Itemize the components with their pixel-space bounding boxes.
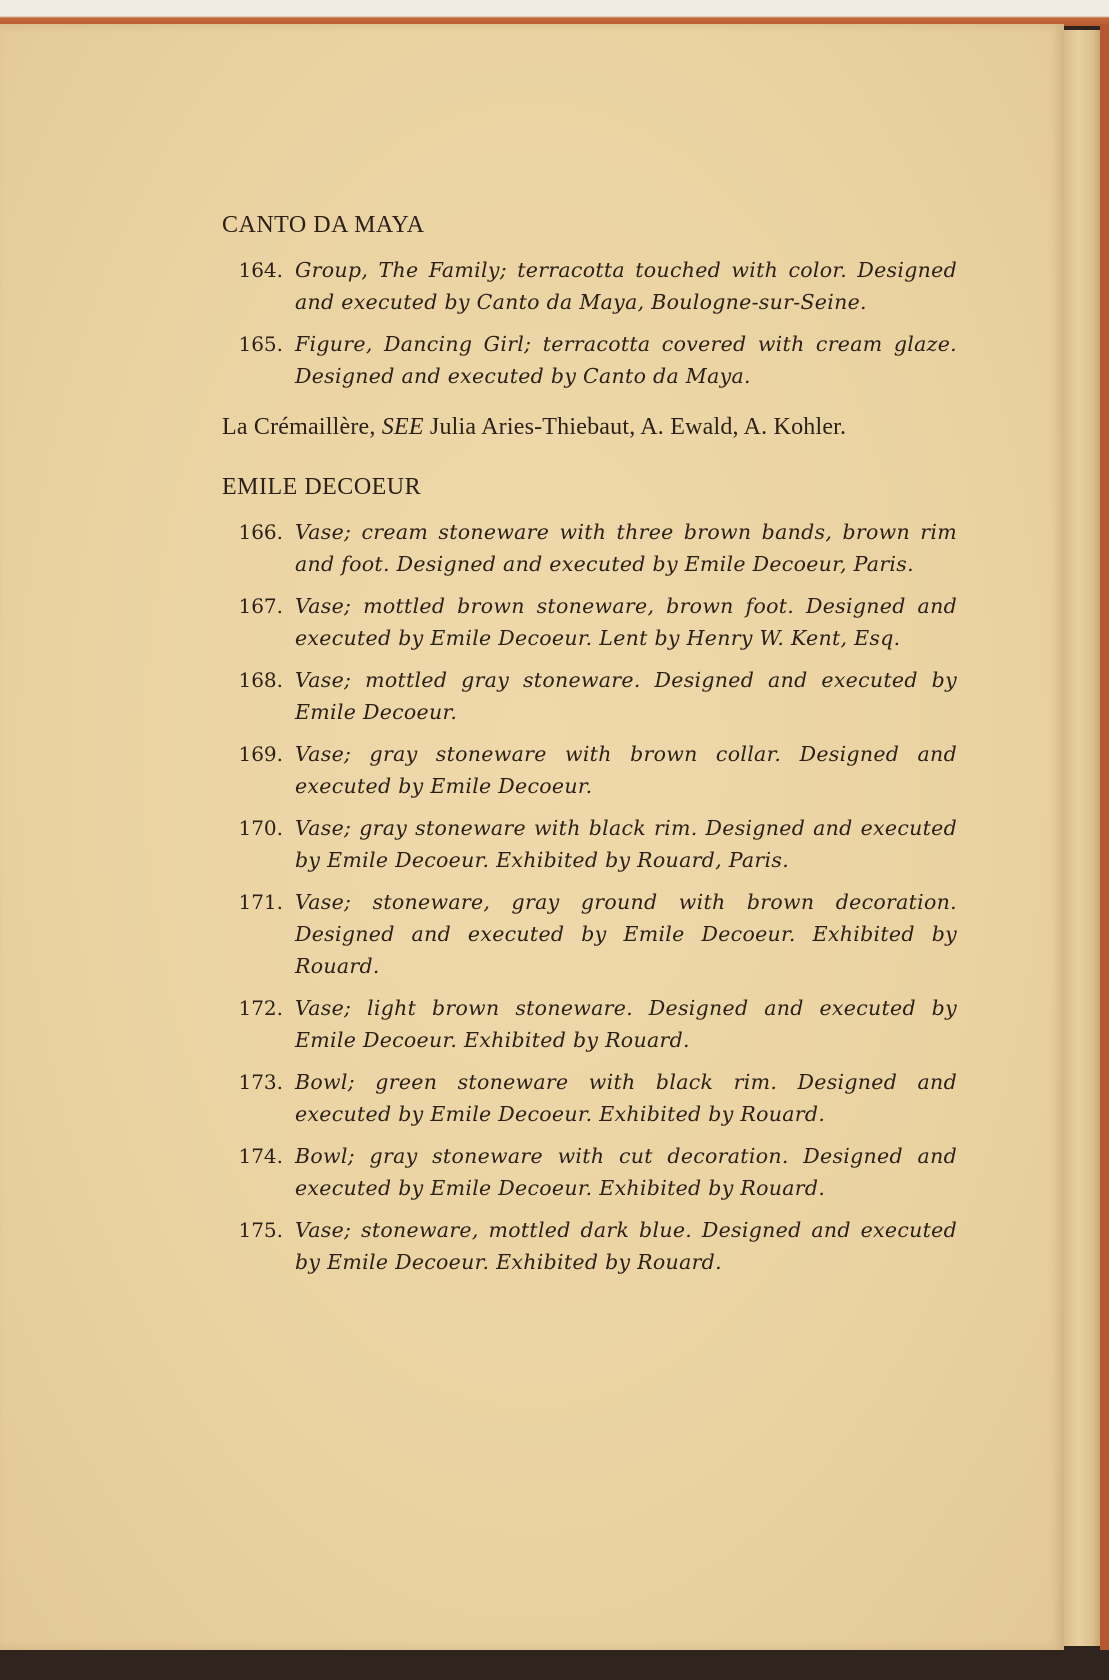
entry-number: 164.	[238, 258, 283, 282]
catalog-entry	[222, 328, 957, 392]
entry-number: 171.	[238, 890, 283, 914]
entry-description: Vase; stoneware, mottled dark blue. Designed and executed by Emile Decoeur. Exhibited by Rouard.	[295, 1218, 957, 1274]
entry-description: Vase; mottled gray stoneware. Designed and executed by Emile Decoeur.	[295, 668, 957, 724]
scan-background	[0, 1650, 1109, 1680]
catalog-entry	[222, 1214, 957, 1278]
catalog-entry	[222, 1140, 957, 1204]
book-cover-right-edge	[1100, 24, 1109, 1654]
entry-description: Vase; mottled brown stoneware, brown foot. Designed and executed by Emile Decoeur. Lent by Henry W. Kent, Esq.	[295, 594, 957, 650]
entry-number: 173.	[238, 1070, 283, 1094]
page-content	[222, 206, 957, 1288]
entry-number: 166.	[238, 520, 283, 544]
catalog-entry	[222, 664, 957, 728]
entry-description: Group, The Family; terracotta touched with color. Designed and executed by Canto da Maya, Boulogne-sur-Seine.	[295, 258, 957, 314]
entry-list	[222, 516, 957, 1278]
catalog-entry	[222, 992, 957, 1056]
cross-reference-subject: La Crémaillère,	[222, 414, 376, 440]
cross-reference	[222, 410, 957, 444]
entry-number: 175.	[238, 1218, 283, 1242]
entry-description: Bowl; gray stoneware with cut decoration. Designed and executed by Emile Decoeur. Exhibited by Rouard.	[295, 1144, 957, 1200]
entry-number: 170.	[238, 816, 283, 840]
entry-number: 165.	[238, 332, 283, 356]
entry-number: 167.	[238, 594, 283, 618]
book-cover-top-edge	[0, 0, 1109, 26]
entry-number: 169.	[238, 742, 283, 766]
cross-reference-see: SEE	[381, 414, 424, 440]
entry-number: 172.	[238, 996, 283, 1020]
entry-number: 174.	[238, 1144, 283, 1168]
catalog-entry	[222, 738, 957, 802]
entry-description: Vase; gray stoneware with brown collar. Designed and executed by Emile Decoeur.	[295, 742, 957, 798]
catalog-entry	[222, 254, 957, 318]
entry-description: Vase; cream stoneware with three brown bands, brown rim and foot. Designed and executed by Emile Decoeur, Paris.	[295, 520, 957, 576]
entry-list	[222, 254, 957, 392]
entry-description: Vase; stoneware, gray ground with brown decoration. Designed and executed by Emile Decoeur. Exhibited by Rouard.	[295, 890, 957, 978]
entry-number: 168.	[238, 668, 283, 692]
catalog-entry	[222, 812, 957, 876]
catalog-entry	[222, 886, 957, 982]
page-stack-edge	[1064, 30, 1100, 1646]
entry-description: Bowl; green stoneware with black rim. Designed and executed by Emile Decoeur. Exhibited by Rouard.	[295, 1070, 957, 1126]
section-heading: CANTO DA MAYA	[222, 212, 425, 238]
catalog-entry	[222, 590, 957, 654]
entry-description: Figure, Dancing Girl; terracotta covered with cream glaze. Designed and executed by Canto da Maya.	[295, 332, 957, 388]
entry-description: Vase; gray stoneware with black rim. Designed and executed by Emile Decoeur. Exhibited by Rouard, Paris.	[295, 816, 957, 872]
catalog-entry	[222, 516, 957, 580]
section-heading: EMILE DECOEUR	[222, 474, 422, 500]
entry-description: Vase; light brown stoneware. Designed and executed by Emile Decoeur. Exhibited by Rouard.	[295, 996, 957, 1052]
catalog-entry	[222, 1066, 957, 1130]
cross-reference-targets: Julia Aries-Thiebaut, A. Ewald, A. Kohler.	[429, 414, 847, 440]
